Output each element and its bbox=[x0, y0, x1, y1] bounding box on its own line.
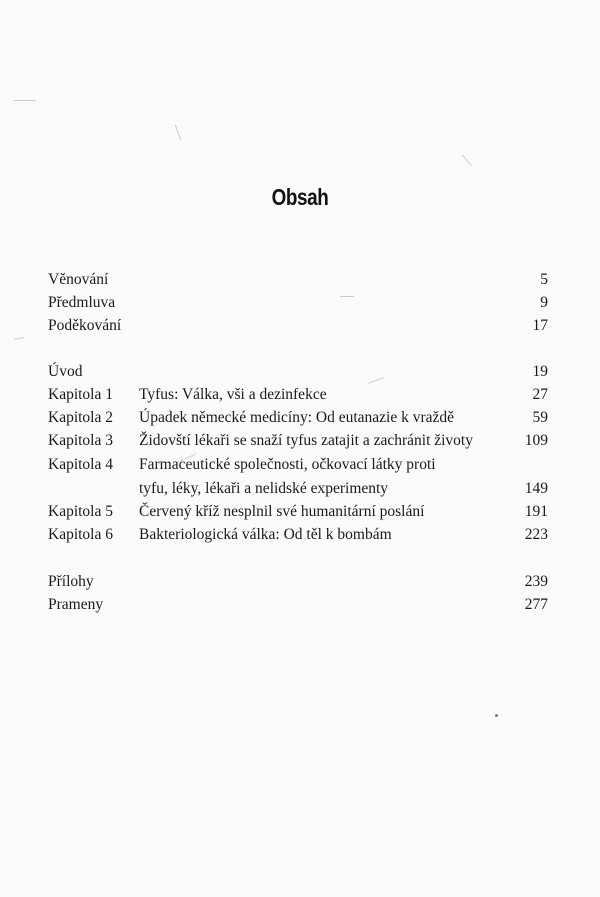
toc-entry-intro bbox=[48, 360, 548, 384]
toc-chapter-6 bbox=[48, 523, 548, 547]
toc-entry-page: 59 bbox=[532, 409, 548, 426]
chapter-number: Kapitola 6 bbox=[48, 526, 113, 543]
toc-chapter-3 bbox=[48, 429, 548, 453]
toc-entry-foreword bbox=[48, 291, 548, 315]
paper-speck bbox=[495, 714, 498, 717]
toc-entry-acknowledgements bbox=[48, 314, 548, 338]
toc-entry-page: 223 bbox=[524, 526, 548, 543]
chapter-title-continuation: tyfu, léky, lékaři a nelidské experimenty bbox=[139, 480, 389, 497]
chapter-number: Kapitola 5 bbox=[48, 503, 113, 520]
toc-entry-label: Přílohy bbox=[48, 573, 94, 590]
toc-chapter-4-continued bbox=[48, 477, 548, 501]
chapter-title: Bakteriologická válka: Od těl k bombám bbox=[139, 526, 392, 543]
toc-entry-page: 19 bbox=[532, 363, 548, 380]
toc-entry-page: 239 bbox=[524, 573, 548, 590]
toc-entry-page: 277 bbox=[524, 596, 548, 613]
paper-speck bbox=[14, 337, 24, 340]
toc-entry-appendices bbox=[48, 570, 548, 594]
chapter-title: Úpadek německé medicíny: Od eutanazie k vraždě bbox=[139, 409, 455, 426]
chapter-title: Farmaceutické společnosti, očkovací látky proti bbox=[139, 456, 436, 473]
toc-chapter-2 bbox=[48, 406, 548, 430]
toc-chapter-1 bbox=[48, 383, 548, 407]
chapter-title: Tyfus: Válka, vši a dezinfekce bbox=[139, 386, 327, 403]
page-title: Obsah bbox=[271, 184, 329, 210]
toc-entry-page: 27 bbox=[532, 386, 548, 403]
toc-entry-page: 9 bbox=[540, 294, 548, 311]
chapter-number: Kapitola 2 bbox=[48, 409, 113, 426]
toc-entry-label: Úvod bbox=[48, 363, 83, 380]
chapter-title: Židovští lékaři se snaží tyfus zatajit a zachránit životy bbox=[139, 432, 473, 449]
toc-entry-dedication bbox=[48, 268, 548, 292]
toc-chapter-4 bbox=[48, 453, 548, 477]
toc-entry-page: 149 bbox=[524, 480, 548, 497]
chapter-number: Kapitola 1 bbox=[48, 386, 113, 403]
toc-entry-page: 5 bbox=[540, 271, 548, 288]
toc-entry-label: Věnování bbox=[48, 271, 109, 288]
chapter-number: Kapitola 4 bbox=[48, 456, 113, 473]
chapter-title: Červený kříž nesplnil své humanitární poslání bbox=[139, 503, 425, 520]
paper-speck bbox=[14, 100, 36, 101]
toc-entry-label: Poděkování bbox=[48, 317, 122, 334]
paper-speck bbox=[175, 125, 181, 140]
paper-speck bbox=[462, 155, 472, 166]
toc-chapter-5 bbox=[48, 500, 548, 524]
toc-entry-page: 109 bbox=[524, 432, 548, 449]
toc-entry-sources bbox=[48, 593, 548, 617]
toc-entry-page: 191 bbox=[524, 503, 548, 520]
toc-entry-label: Předmluva bbox=[48, 294, 116, 311]
chapter-number: Kapitola 3 bbox=[48, 432, 113, 449]
toc-entry-page: 17 bbox=[532, 317, 548, 334]
toc-entry-label: Prameny bbox=[48, 596, 104, 613]
